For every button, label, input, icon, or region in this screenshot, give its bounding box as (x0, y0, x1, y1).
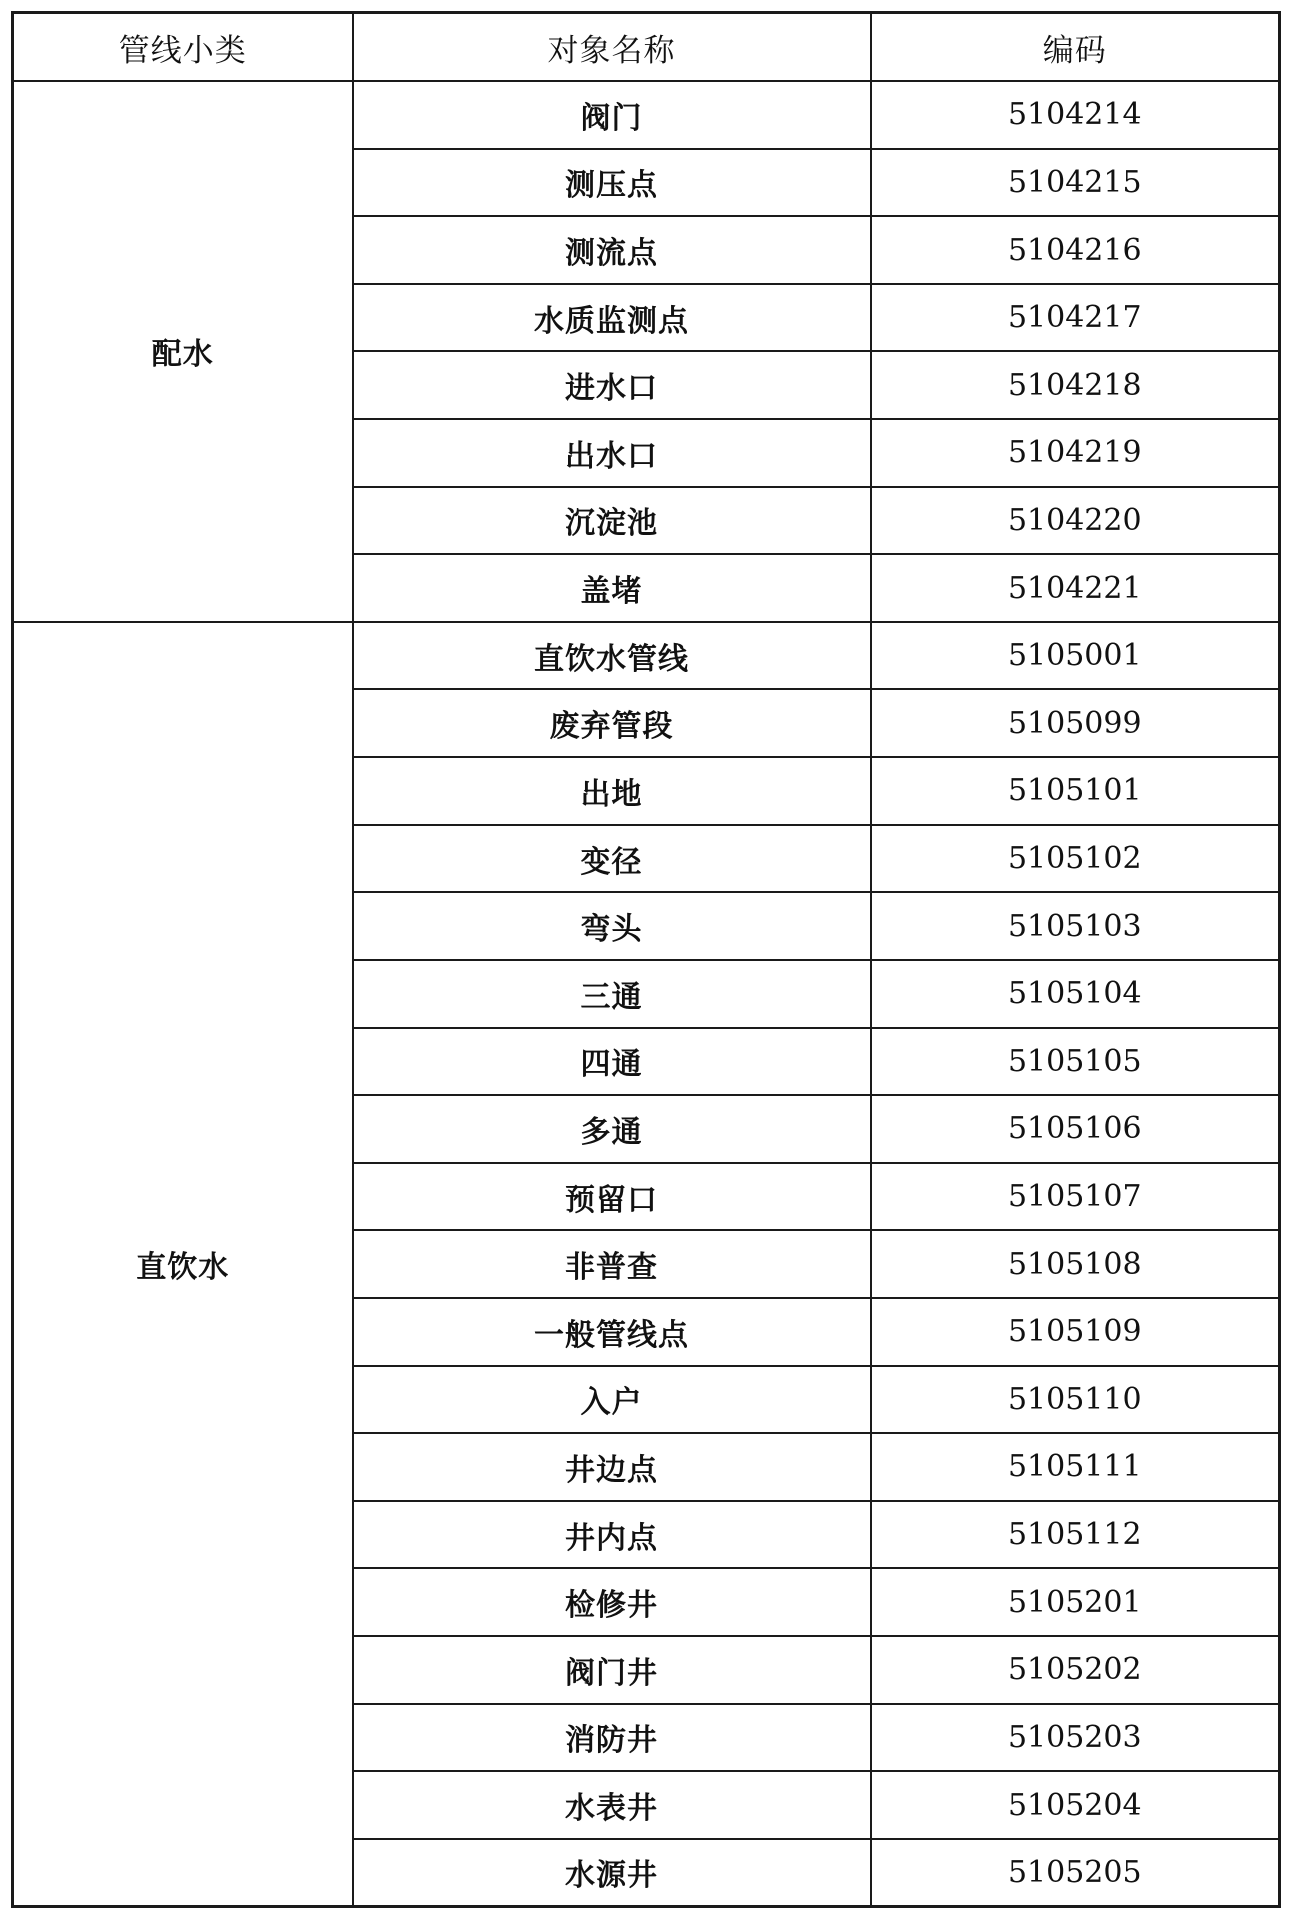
code-cell: 5105106 (871, 1095, 1280, 1163)
table-body (13, 81, 1280, 1907)
object-name-cell: 入户 (353, 1366, 871, 1434)
header-object-name: 对象名称 (353, 13, 871, 82)
header-row (13, 13, 1280, 82)
code-cell: 5105112 (871, 1501, 1280, 1569)
code-cell: 5105110 (871, 1366, 1280, 1434)
object-name-cell: 测流点 (353, 216, 871, 284)
object-name-cell: 盖堵 (353, 554, 871, 622)
object-name-cell: 变径 (353, 825, 871, 893)
code-cell: 5105103 (871, 892, 1280, 960)
table-header (13, 13, 1280, 82)
code-cell: 5105201 (871, 1568, 1280, 1636)
object-name-cell: 消防井 (353, 1704, 871, 1772)
object-name-cell: 沉淀池 (353, 487, 871, 555)
table-row (13, 622, 1280, 690)
code-cell: 5104220 (871, 487, 1280, 555)
code-cell: 5105204 (871, 1771, 1280, 1839)
code-cell: 5105109 (871, 1298, 1280, 1366)
object-name-cell: 出水口 (353, 419, 871, 487)
code-cell: 5105205 (871, 1839, 1280, 1907)
code-cell: 5104216 (871, 216, 1280, 284)
code-cell: 5105101 (871, 757, 1280, 825)
code-cell: 5104221 (871, 554, 1280, 622)
code-cell: 5105111 (871, 1433, 1280, 1501)
code-cell: 5104219 (871, 419, 1280, 487)
object-name-cell: 直饮水管线 (353, 622, 871, 690)
object-name-cell: 弯头 (353, 892, 871, 960)
code-cell: 5105203 (871, 1704, 1280, 1772)
header-category: 管线小类 (13, 13, 353, 82)
object-name-cell: 井内点 (353, 1501, 871, 1569)
object-name-cell: 井边点 (353, 1433, 871, 1501)
code-cell: 5104215 (871, 149, 1280, 217)
code-cell: 5105102 (871, 825, 1280, 893)
object-name-cell: 出地 (353, 757, 871, 825)
code-cell: 5104214 (871, 81, 1280, 149)
category-cell: 配水 (13, 81, 353, 622)
object-name-cell: 非普查 (353, 1230, 871, 1298)
code-cell: 5105105 (871, 1028, 1280, 1096)
code-cell: 5104217 (871, 284, 1280, 352)
object-name-cell: 废弃管段 (353, 689, 871, 757)
object-name-cell: 阀门 (353, 81, 871, 149)
code-cell: 5104218 (871, 351, 1280, 419)
code-cell: 5105104 (871, 960, 1280, 1028)
object-name-cell: 预留口 (353, 1163, 871, 1231)
object-name-cell: 测压点 (353, 149, 871, 217)
object-name-cell: 阀门井 (353, 1636, 871, 1704)
pipeline-code-table (11, 11, 1281, 1908)
code-cell: 5105108 (871, 1230, 1280, 1298)
code-cell: 5105202 (871, 1636, 1280, 1704)
object-name-cell: 三通 (353, 960, 871, 1028)
category-cell: 直饮水 (13, 622, 353, 1907)
object-name-cell: 一般管线点 (353, 1298, 871, 1366)
code-cell: 5105001 (871, 622, 1280, 690)
code-cell: 5105099 (871, 689, 1280, 757)
object-name-cell: 多通 (353, 1095, 871, 1163)
code-cell: 5105107 (871, 1163, 1280, 1231)
object-name-cell: 进水口 (353, 351, 871, 419)
object-name-cell: 检修井 (353, 1568, 871, 1636)
table-row (13, 81, 1280, 149)
object-name-cell: 水源井 (353, 1839, 871, 1907)
object-name-cell: 水表井 (353, 1771, 871, 1839)
object-name-cell: 四通 (353, 1028, 871, 1096)
object-name-cell: 水质监测点 (353, 284, 871, 352)
header-code: 编码 (871, 13, 1280, 82)
